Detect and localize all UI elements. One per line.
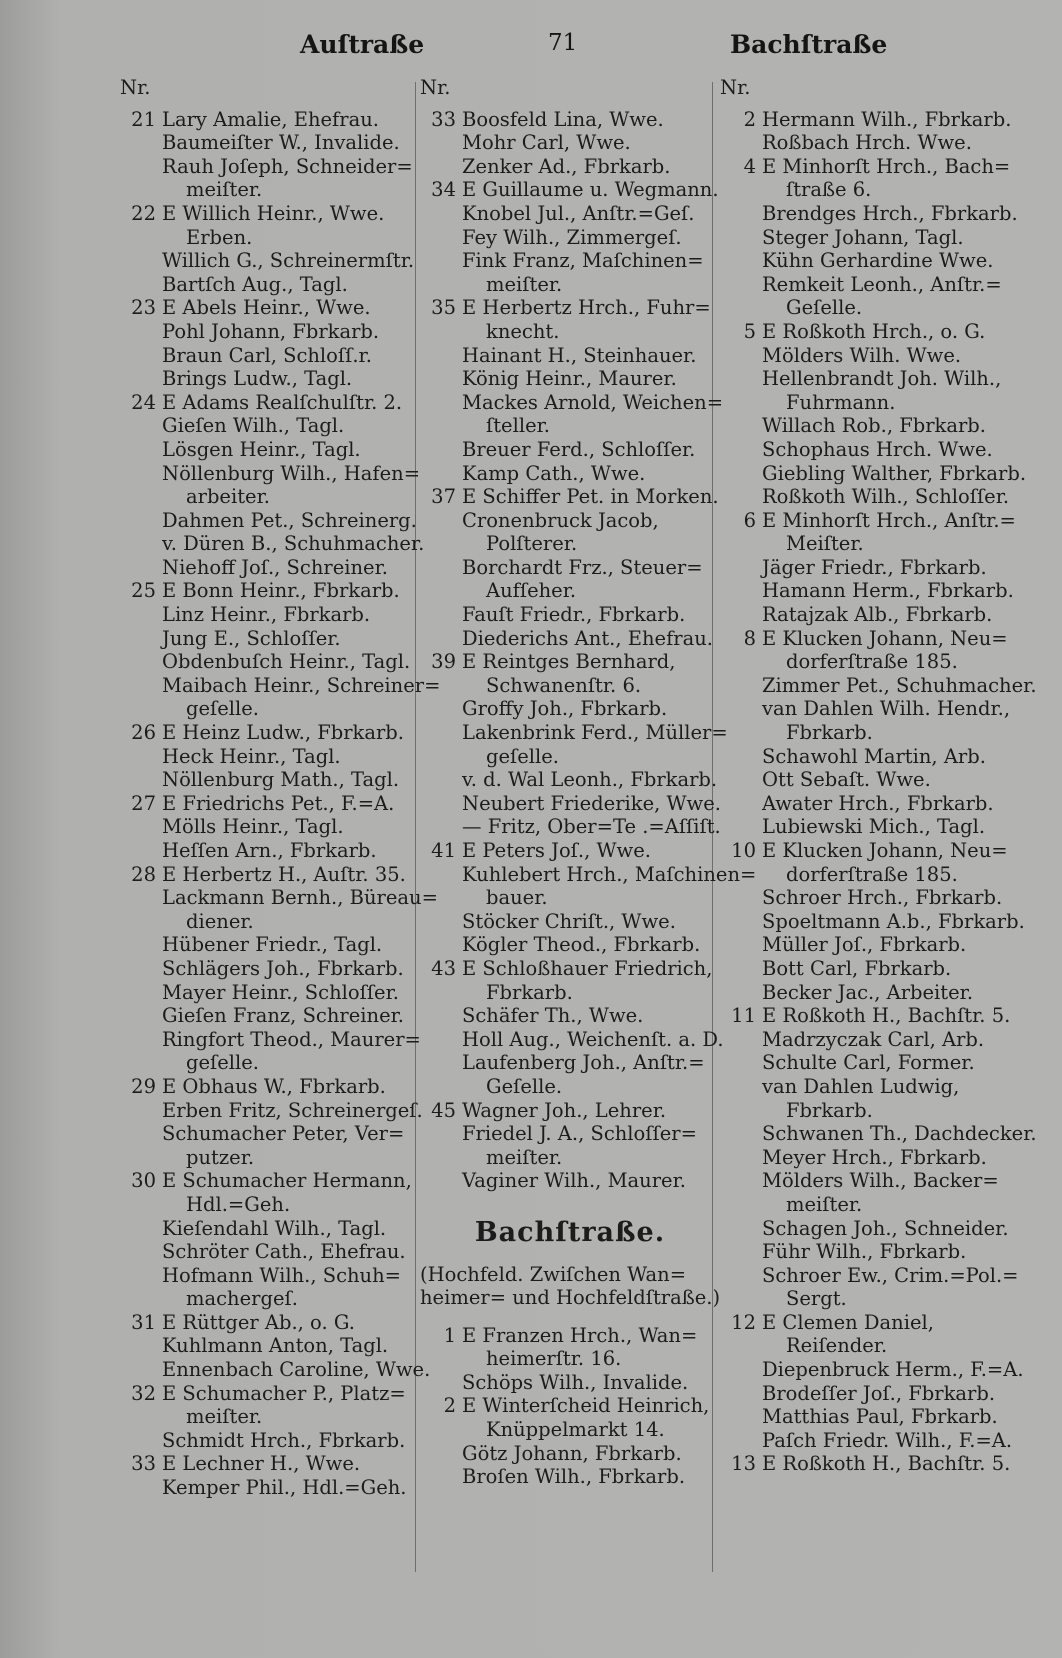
resident-entry: Willich G., Schreinermſtr. <box>162 249 415 273</box>
resident-entry: Nöllenburg Wilh., Hafen= <box>162 461 421 485</box>
house-number: 34 <box>431 178 456 202</box>
entry-continuation: Fuhrmann. <box>786 390 896 414</box>
resident-entry: E Franzen Hrch., Wan= <box>462 1323 698 1347</box>
resident-entry: Neubert Friederike, Wwe. <box>462 791 721 815</box>
entry-continuation: Polſterer. <box>486 532 578 556</box>
house-number: 43 <box>431 956 456 980</box>
resident-entry: Friedel J. A., Schloſſer= <box>462 1122 697 1146</box>
entry-line <box>420 178 720 202</box>
resident-entry: Schöps Wilh., Invalide. <box>462 1370 689 1394</box>
house-number: 35 <box>431 296 456 320</box>
resident-entry: E Herbertz Hrch., Fuhr= <box>462 296 711 320</box>
spacer <box>420 100 720 108</box>
resident-entry: Roßkoth Wilh., Schloſſer. <box>762 485 1010 509</box>
resident-entry: Zenker Ad., Fbrkarb. <box>462 154 671 178</box>
resident-entry: E Rüttger Ab., o. G. <box>162 1310 355 1334</box>
entry-line <box>720 839 1020 863</box>
resident-entry: Schophaus Hrch. Wwe. <box>762 437 993 461</box>
page-number: 71 <box>548 30 578 56</box>
entry-line <box>720 1452 1020 1476</box>
resident-entry: Schröter Cath., Ehefrau. <box>162 1240 406 1264</box>
entry-continuation: Sergt. <box>786 1287 847 1311</box>
resident-entry: Lary Amalie, Ehefrau. <box>162 107 379 131</box>
entry-continuation: Fbrkarb. <box>786 1098 873 1122</box>
entry-line <box>720 1004 1020 1028</box>
resident-entry: Hainant H., Steinhauer. <box>462 343 697 367</box>
entry-continuation: Hdl.=Geh. <box>186 1192 291 1216</box>
resident-entry: Schlägers Joh., Fbrkarb. <box>162 956 404 980</box>
resident-entry: Ennenbach Caroline, Wwe. <box>162 1358 431 1382</box>
entry-continuation: Erben. <box>186 225 253 249</box>
entry-continuation: machergeſ. <box>186 1287 298 1311</box>
entry-continuation: Knüppelmarkt 14. <box>486 1418 665 1442</box>
house-number: 29 <box>131 1074 156 1098</box>
house-number: 13 <box>731 1452 756 1476</box>
resident-entry: E Lechner H., Wwe. <box>162 1452 361 1476</box>
house-number: 27 <box>131 791 156 815</box>
entry-line <box>420 1324 720 1348</box>
entry-line <box>120 202 420 226</box>
entry-line <box>120 792 420 816</box>
entry-continuation: diener. <box>186 909 254 933</box>
resident-entry: Fauſt Friedr., Fbrkarb. <box>462 603 686 627</box>
entry-line <box>120 863 420 887</box>
resident-entry: E Bonn Heinr., Fbrkarb. <box>162 579 400 603</box>
resident-entry: E Heinz Ludw., Fbrkarb. <box>162 721 404 745</box>
resident-entry: Fey Wilh., Zimmergeſ. <box>462 225 682 249</box>
entry-continuation: knecht. <box>486 319 560 343</box>
entry-line <box>420 296 720 320</box>
resident-entry: Heſſen Arn., Fbrkarb. <box>162 839 377 862</box>
resident-entry: Hofmann Wilh., Schuh= <box>162 1263 402 1287</box>
resident-entry: Steger Johann, Tagl. <box>762 225 964 249</box>
resident-entry: E Abels Heinr., Wwe. <box>162 296 371 320</box>
resident-entry: Spoeltmann A.b., Fbrkarb. <box>762 909 1025 933</box>
entry-line <box>420 1394 720 1418</box>
resident-entry: Ott Sebaſt. Wwe. <box>762 768 931 792</box>
resident-entry: Kamp Cath., Wwe. <box>462 461 646 485</box>
entry-line <box>420 957 720 981</box>
resident-entry: E Herbertz H., Auſtr. 35. <box>162 862 406 886</box>
resident-entry: Schroer Hrch., Fbrkarb. <box>762 886 1003 910</box>
resident-entry: v. d. Wal Leonh., Fbrkarb. <box>462 768 718 792</box>
entry-continuation: ſtraße 6. <box>786 178 872 202</box>
resident-entry: Remkeit Leonh., Anſtr.= <box>762 272 1002 296</box>
resident-entry: Wagner Joh., Lehrer. <box>462 1098 667 1122</box>
house-number: 2 <box>743 107 756 131</box>
resident-entry: Dahmen Pet., Schreinerg. <box>162 508 417 532</box>
resident-entry: Niehoff Joſ., Schreiner. <box>162 555 388 579</box>
resident-entry: E Adams Realſchulſtr. 2. <box>162 390 403 414</box>
section-description: heimer= und Hochfeldſtraße.) <box>420 1286 721 1310</box>
resident-entry: Roßbach Hrch. Wwe. <box>762 131 972 155</box>
house-number: 12 <box>731 1310 756 1334</box>
house-number: 11 <box>731 1004 756 1028</box>
spacer <box>120 100 420 108</box>
resident-entry: van Dahlen Wilh. Hendr., <box>762 697 1011 721</box>
resident-entry: Giebling Walther, Fbrkarb. <box>762 461 1027 485</box>
resident-entry: Willach Rob., Fbrkarb. <box>762 414 986 438</box>
resident-entry: Madrzyczak Carl, Arb. <box>762 1027 985 1051</box>
resident-entry: Diepenbruck Herm., F.=A. <box>762 1358 1024 1382</box>
resident-entry: Knobel Jul., Anſtr.=Geſ. <box>462 201 695 225</box>
resident-entry: Jung E., Schloſſer. <box>162 626 341 650</box>
house-number: 45 <box>431 1098 456 1122</box>
entry-continuation: geſelle. <box>186 1051 259 1075</box>
entry-line <box>420 839 720 863</box>
entry-line <box>720 509 1020 533</box>
resident-entry: Mackes Arnold, Weichen= <box>462 390 724 414</box>
column-heading-nr: Nr. <box>420 76 451 99</box>
resident-entry: — Fritz, Ober=Te .=Aſſiſt. <box>462 815 721 839</box>
resident-entry: Boosfeld Lina, Wwe. <box>462 107 664 131</box>
resident-entry: Gieſen Wilh., Tagl. <box>162 414 345 438</box>
column-1 <box>120 76 441 1500</box>
house-number: 21 <box>131 107 156 131</box>
entry-line <box>420 1099 720 1123</box>
entry-continuation: Reiſender. <box>786 1334 888 1358</box>
resident-entry: Bott Carl, Fbrkarb. <box>762 956 952 980</box>
house-number: 6 <box>743 508 756 532</box>
entry-continuation: heimerſtr. 16. <box>486 1347 622 1371</box>
resident-entry: Hellenbrandt Joh. Wilh., <box>762 367 1002 391</box>
entry-line <box>120 1452 420 1476</box>
resident-entry: E Schiffer Pet. in Morken. <box>462 485 719 509</box>
resident-entry: Brodeſſer Joſ., Fbrkarb. <box>762 1381 996 1405</box>
header-street-left: Auſtraße <box>300 30 425 59</box>
resident-entry: Kühn Gerhardine Wwe. <box>762 249 994 273</box>
entry-continuation: meiſter. <box>486 1145 563 1169</box>
resident-entry: Führ Wilh., Fbrkarb. <box>762 1240 967 1264</box>
entry-continuation: dorferſtraße 185. <box>786 650 958 674</box>
entry-line <box>120 391 420 415</box>
resident-entry: Lösgen Heinr., Tagl. <box>162 437 361 461</box>
house-number: 41 <box>431 839 456 862</box>
house-number: 28 <box>131 862 156 886</box>
resident-entry: Obdenbuſch Heinr., Tagl. <box>162 650 411 674</box>
entry-line <box>420 650 720 674</box>
house-number: 39 <box>431 650 456 674</box>
resident-entry: E Winterſcheid Heinrich, <box>462 1394 710 1418</box>
resident-entry: E Schumacher Hermann, <box>162 1169 412 1193</box>
house-number: 2 <box>443 1394 456 1418</box>
house-number: 37 <box>431 485 456 509</box>
entry-continuation: Geſelle. <box>486 1074 563 1098</box>
house-number: 31 <box>131 1310 156 1334</box>
entry-continuation: Fbrkarb. <box>486 980 573 1004</box>
resident-entry: E Schloßhauer Friedrich, <box>462 956 713 980</box>
resident-entry: Schulte Carl, Former. <box>762 1051 975 1075</box>
resident-entry: Hübener Friedr., Tagl. <box>162 933 383 957</box>
resident-entry: E Minhorſt Hrch., Anſtr.= <box>762 508 1016 532</box>
resident-entry: E Schumacher P., Platz= <box>162 1381 406 1405</box>
resident-entry: Schroer Ew., Crim.=Pol.= <box>762 1263 1019 1287</box>
entry-continuation: Fbrkarb. <box>786 721 873 745</box>
entry-continuation: Meiſter. <box>786 532 864 556</box>
resident-entry: van Dahlen Ludwig, <box>762 1074 960 1098</box>
house-number: 8 <box>743 626 756 650</box>
resident-entry: Schwanen Th., Dachdecker. <box>762 1122 1037 1146</box>
section-description: (Hochfeld. Zwiſchen Wan= <box>420 1262 687 1286</box>
resident-entry: E Roßkoth H., Bachſtr. 5. <box>762 1004 1011 1028</box>
entry-line <box>720 320 1020 344</box>
house-number: 33 <box>131 1452 156 1476</box>
resident-entry: Meyer Hrch., Fbrkarb. <box>762 1145 987 1169</box>
house-number: 10 <box>731 839 756 862</box>
resident-entry: Linz Heinr., Fbrkarb. <box>162 603 371 627</box>
resident-entry: E Friedrichs Pet., F.=A. <box>162 791 395 815</box>
resident-entry: Rauh Joſeph, Schneider= <box>162 154 413 178</box>
entry-line <box>120 1311 420 1335</box>
entry-line <box>420 108 720 132</box>
resident-entry: Schagen Joh., Schneider. <box>762 1216 1009 1240</box>
resident-entry: Mölders Wilh., Backer= <box>762 1169 999 1193</box>
entry-line <box>120 1075 420 1099</box>
entry-continuation: putzer. <box>186 1145 255 1169</box>
house-number: 5 <box>743 319 756 343</box>
resident-entry: Braun Carl, Schloſſ.r. <box>162 343 372 367</box>
resident-entry: Paſch Friedr. Wilh., F.=A. <box>762 1428 1013 1452</box>
resident-entry: Mayer Heinr., Schloſſer. <box>162 980 399 1004</box>
resident-entry: Hermann Wilh., Fbrkarb. <box>762 107 1012 131</box>
entry-line <box>420 485 720 509</box>
resident-entry: Ratajzak Alb., Fbrkarb. <box>762 603 993 627</box>
resident-entry: Nöllenburg Math., Tagl. <box>162 768 400 792</box>
entry-continuation: meiſter. <box>186 1405 263 1429</box>
resident-entry: E Guillaume u. Wegmann. <box>462 178 719 202</box>
house-number: 32 <box>131 1381 156 1405</box>
resident-entry: E Minhorſt Hrch., Bach= <box>762 154 1011 178</box>
entry-line <box>720 627 1020 651</box>
resident-entry: Brings Ludw., Tagl. <box>162 367 353 391</box>
resident-entry: Maibach Heinr., Schreiner= <box>162 673 441 697</box>
house-number: 4 <box>743 154 756 178</box>
spacer <box>720 100 1020 108</box>
entry-line <box>120 579 420 603</box>
entry-line <box>120 1382 420 1406</box>
resident-entry: Diederichs Ant., Ehefrau. <box>462 626 714 650</box>
resident-entry: Kuhlebert Hrch., Maſchinen= <box>462 862 757 886</box>
entry-line <box>720 155 1020 179</box>
entry-continuation: meiſter. <box>486 272 563 296</box>
resident-entry: E Willich Heinr., Wwe. <box>162 201 385 225</box>
resident-entry: Vaginer Wilh., Maurer. <box>462 1169 686 1193</box>
resident-entry: E Klucken Johann, Neu= <box>762 626 1008 650</box>
resident-entry: Götz Johann, Fbrkarb. <box>462 1441 682 1465</box>
column-heading-nr: Nr. <box>720 76 751 99</box>
resident-entry: Laufenberg Joh., Anſtr.= <box>462 1051 705 1075</box>
entry-continuation: Geſelle. <box>786 296 863 320</box>
house-number: 33 <box>431 107 456 131</box>
entry-continuation: Schwanenſtr. 6. <box>486 673 642 697</box>
resident-entry: Jäger Friedr., Fbrkarb. <box>762 555 987 579</box>
resident-entry: E Clemen Daniel, <box>762 1310 934 1334</box>
resident-entry: E Roßkoth Hrch., o. G. <box>762 319 986 343</box>
house-number: 1 <box>443 1323 456 1347</box>
entry-continuation: meiſter. <box>186 178 263 202</box>
resident-entry: Fink Franz, Maſchinen= <box>462 249 704 273</box>
resident-entry: Borchardt Frz., Steuer= <box>462 555 703 579</box>
house-number: 22 <box>131 201 156 225</box>
resident-entry: Heck Heinr., Tagl. <box>162 744 341 768</box>
resident-entry: Zimmer Pet., Schuhmacher. <box>762 673 1037 697</box>
resident-entry: E Klucken Johann, Neu= <box>762 839 1008 862</box>
resident-entry: Mölls Heinr., Tagl. <box>162 815 344 839</box>
entry-line <box>120 721 420 745</box>
resident-entry: König Heinr., Maurer. <box>462 367 677 391</box>
entry-continuation: Aufſeher. <box>486 579 577 603</box>
resident-entry: Breuer Ferd., Schloſſer. <box>462 437 696 461</box>
resident-entry: Groffy Joh., Fbrkarb. <box>462 697 668 721</box>
resident-entry: Broſen Wilh., Fbrkarb. <box>462 1465 686 1489</box>
resident-entry: E Reintges Bernhard, <box>462 650 676 674</box>
entry-continuation: meiſter. <box>786 1192 863 1216</box>
resident-entry: Hamann Herm., Fbrkarb. <box>762 579 1014 603</box>
entry-continuation: ſteller. <box>486 414 550 438</box>
house-number: 24 <box>131 390 156 414</box>
resident-entry: Gieſen Franz, Schreiner. <box>162 1004 404 1028</box>
section-title: Bachſtraße. <box>474 1216 666 1248</box>
resident-entry: Matthias Paul, Fbrkarb. <box>762 1405 998 1429</box>
resident-entry: Stöcker Chriſt., Wwe. <box>462 909 676 933</box>
resident-entry: Schmidt Hrch., Fbrkarb. <box>162 1428 406 1452</box>
resident-entry: Becker Jac., Arbeiter. <box>762 980 974 1004</box>
entry-continuation: dorferſtraße 185. <box>786 862 958 886</box>
resident-entry: Kemper Phil., Hdl.=Geh. <box>162 1476 407 1500</box>
resident-entry: Kieſendahl Wilh., Tagl. <box>162 1216 387 1240</box>
resident-entry: Brendges Hrch., Fbrkarb. <box>762 201 1018 225</box>
resident-entry: Baumeiſter W., Invalide. <box>162 131 400 155</box>
resident-entry: Schäfer Th., Wwe. <box>462 1004 644 1028</box>
resident-entry: Lubiewski Mich., Tagl. <box>762 815 986 839</box>
resident-entry: E Roßkoth H., Bachſtr. 5. <box>762 1452 1011 1476</box>
resident-entry: Mölders Wilh. Wwe. <box>762 343 962 367</box>
resident-entry: Pohl Johann, Fbrkarb. <box>162 319 380 343</box>
resident-entry: Kuhlmann Anton, Tagl. <box>162 1334 389 1358</box>
resident-entry: Erben Fritz, Schreinergeſ. <box>162 1098 423 1122</box>
house-number: 25 <box>131 579 156 603</box>
column-heading-nr: Nr. <box>120 76 151 99</box>
resident-entry: Müller Joſ., Fbrkarb. <box>762 933 967 957</box>
entry-continuation: bauer. <box>486 886 548 910</box>
entry-line <box>120 108 420 132</box>
entry-continuation: arbeiter. <box>186 485 270 509</box>
entry-line <box>120 296 420 320</box>
entry-line <box>720 1311 1020 1335</box>
column-3 <box>720 76 1037 1476</box>
resident-entry: Ringfort Theod., Maurer= <box>162 1027 421 1051</box>
resident-entry: Mohr Carl, Wwe. <box>462 131 631 155</box>
resident-entry: Schawohl Martin, Arb. <box>762 744 986 768</box>
house-number: 30 <box>131 1169 156 1193</box>
house-number: 23 <box>131 296 156 320</box>
entry-line <box>120 1169 420 1193</box>
resident-entry: Awater Hrch., Fbrkarb. <box>762 791 994 815</box>
entry-line <box>720 108 1020 132</box>
resident-entry: Kögler Theod., Fbrkarb. <box>462 933 701 957</box>
resident-entry: v. Düren B., Schuhmacher. <box>162 532 425 556</box>
resident-entry: Bartſch Aug., Tagl. <box>162 272 348 296</box>
resident-entry: Holl Aug., Weichenſt. a. D. <box>462 1027 724 1051</box>
resident-entry: Cronenbruck Jacob, <box>462 508 659 532</box>
resident-entry: E Peters Joſ., Wwe. <box>462 839 651 862</box>
entry-continuation: geſelle. <box>486 744 559 768</box>
resident-entry: Lakenbrink Ferd., Müller= <box>462 721 728 745</box>
resident-entry: Schumacher Peter, Ver= <box>162 1122 405 1146</box>
house-number: 26 <box>131 721 156 745</box>
header-street-right: Bachſtraße <box>730 30 888 59</box>
entry-continuation: geſelle. <box>186 697 259 721</box>
resident-entry: E Obhaus W., Fbrkarb. <box>162 1074 386 1098</box>
resident-entry: Lackmann Bernh., Büreau= <box>162 886 438 910</box>
